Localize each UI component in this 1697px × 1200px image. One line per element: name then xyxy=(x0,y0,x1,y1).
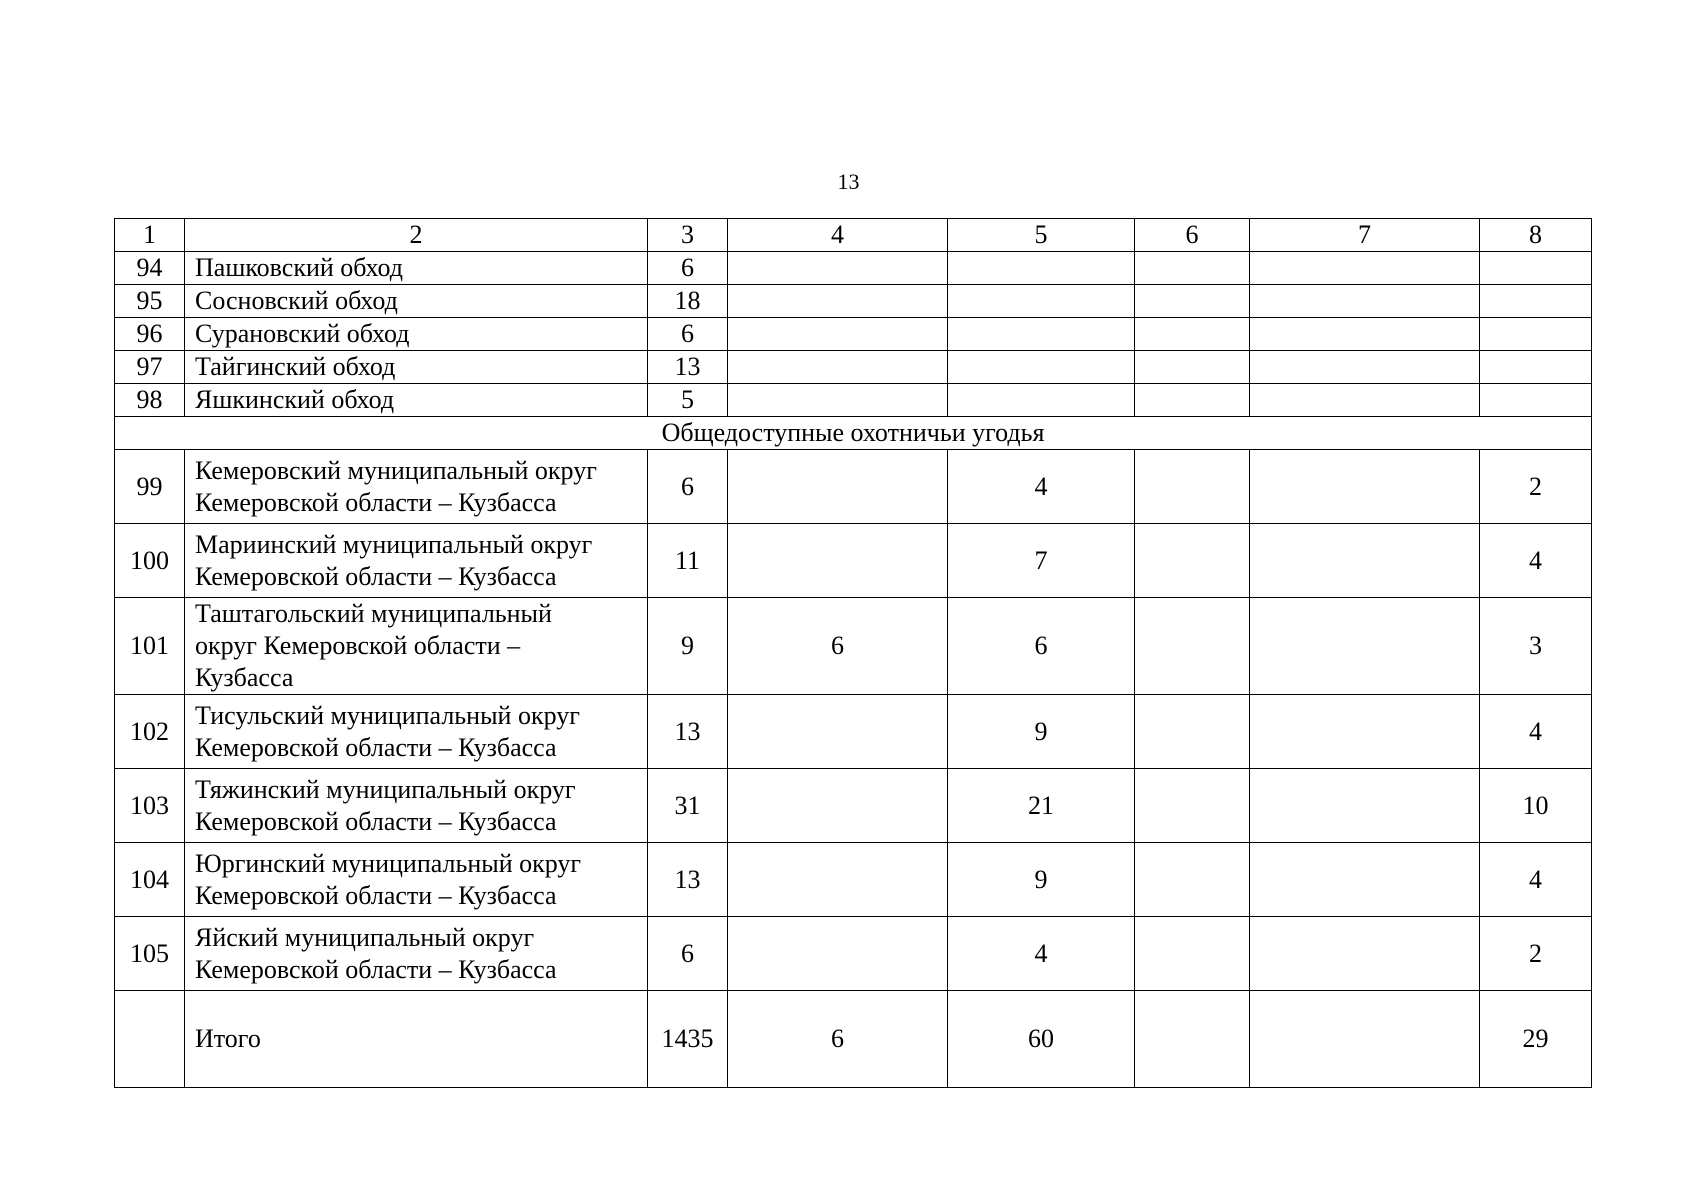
cell-col-3: 6 xyxy=(648,252,728,285)
cell-col-4 xyxy=(728,285,948,318)
cell-col-4: 6 xyxy=(728,598,948,695)
cell-col-4 xyxy=(728,384,948,417)
row-name xyxy=(185,598,648,695)
cell-col-4: 6 xyxy=(728,991,948,1088)
table-row xyxy=(115,285,1592,318)
table-row xyxy=(115,252,1592,285)
cell-col-5: 21 xyxy=(948,769,1135,843)
row-number: 101 xyxy=(115,598,185,695)
cell-col-5: 7 xyxy=(948,524,1135,598)
cell-col-7 xyxy=(1250,384,1480,417)
cell-col-3: 18 xyxy=(648,285,728,318)
cell-col-3: 11 xyxy=(648,524,728,598)
total-label: Итого xyxy=(185,991,648,1088)
cell-col-8: 3 xyxy=(1480,598,1592,695)
row-name-line: Юргинский муниципальный округ xyxy=(195,848,582,878)
cell-col-4 xyxy=(728,318,948,351)
cell-col-8: 2 xyxy=(1480,450,1592,524)
table-row xyxy=(115,917,1592,991)
cell-col-6 xyxy=(1135,843,1250,917)
table-row xyxy=(115,843,1592,917)
cell-col-6 xyxy=(1135,917,1250,991)
table-row xyxy=(115,318,1592,351)
total-row xyxy=(115,991,1592,1088)
cell-col-7 xyxy=(1250,769,1480,843)
row-name xyxy=(185,769,648,843)
cell-col-8 xyxy=(1480,351,1592,384)
cell-col-7 xyxy=(1250,695,1480,769)
cell-col-5 xyxy=(948,252,1135,285)
row-name xyxy=(185,524,648,598)
table-row xyxy=(115,450,1592,524)
cell-col-7 xyxy=(1250,598,1480,695)
cell-col-8 xyxy=(1480,384,1592,417)
cell-col-4 xyxy=(728,695,948,769)
row-name-line: Кузбасса xyxy=(195,663,294,692)
cell-col-6 xyxy=(1135,384,1250,417)
cell-col-7 xyxy=(1250,318,1480,351)
cell-col-3: 1435 xyxy=(648,991,728,1088)
cell-col-7 xyxy=(1250,917,1480,991)
row-name-line: Мариинский муниципальный округ xyxy=(195,529,593,559)
cell-col-8: 4 xyxy=(1480,524,1592,598)
row-number: 96 xyxy=(115,318,185,351)
cell-col-6 xyxy=(1135,351,1250,384)
row-name-line: Кемеровской области – Кузбасса xyxy=(195,561,557,591)
cell-col-6 xyxy=(1135,318,1250,351)
page-number: 13 xyxy=(837,169,860,194)
cell-col-5 xyxy=(948,351,1135,384)
row-name-line: Кемеровской области – Кузбасса xyxy=(195,806,557,836)
data-table xyxy=(114,218,1592,1088)
row-number: 99 xyxy=(115,450,185,524)
table-row xyxy=(115,769,1592,843)
cell-col-7 xyxy=(1250,524,1480,598)
row-number: 94 xyxy=(115,252,185,285)
cell-col-7 xyxy=(1250,991,1480,1088)
cell-col-5: 6 xyxy=(948,598,1135,695)
row-number: 104 xyxy=(115,843,185,917)
column-number-header: 4 xyxy=(728,219,948,252)
table-row xyxy=(115,695,1592,769)
cell-col-7 xyxy=(1250,252,1480,285)
row-number: 102 xyxy=(115,695,185,769)
row-number: 97 xyxy=(115,351,185,384)
column-number-header: 2 xyxy=(185,219,648,252)
column-number-header: 7 xyxy=(1250,219,1480,252)
cell-col-3: 31 xyxy=(648,769,728,843)
cell-col-5 xyxy=(948,285,1135,318)
row-name xyxy=(185,917,648,991)
cell-col-4 xyxy=(728,917,948,991)
row-name: Сурановский обход xyxy=(185,318,648,351)
row-name-line: Таштагольский муниципальный xyxy=(195,599,552,628)
cell-col-8 xyxy=(1480,252,1592,285)
table-row xyxy=(115,524,1592,598)
row-number: 95 xyxy=(115,285,185,318)
row-name-line: Яйский муниципальный округ xyxy=(195,922,535,952)
cell-col-8: 4 xyxy=(1480,843,1592,917)
cell-col-7 xyxy=(1250,285,1480,318)
cell-col-4 xyxy=(728,843,948,917)
cell-col-4 xyxy=(728,450,948,524)
row-name xyxy=(185,843,648,917)
column-number-header: 5 xyxy=(948,219,1135,252)
cell-col-6 xyxy=(1135,524,1250,598)
column-number-header: 3 xyxy=(648,219,728,252)
cell-col-6 xyxy=(1135,285,1250,318)
row-name-line: Кемеровской области – Кузбасса xyxy=(195,487,557,517)
cell-col-3: 5 xyxy=(648,384,728,417)
cell-col-7 xyxy=(1250,450,1480,524)
table-row xyxy=(115,384,1592,417)
row-name-line: Кемеровской области – Кузбасса xyxy=(195,732,557,762)
cell-col-8: 4 xyxy=(1480,695,1592,769)
cell-col-5: 4 xyxy=(948,450,1135,524)
cell-col-3: 13 xyxy=(648,843,728,917)
row-name-line: Тисульский муниципальный округ xyxy=(195,700,580,730)
row-name-line: округ Кемеровской области – xyxy=(195,631,521,660)
cell-col-4 xyxy=(728,524,948,598)
cell-col-3: 13 xyxy=(648,695,728,769)
cell-col-6 xyxy=(1135,695,1250,769)
cell-col-7 xyxy=(1250,843,1480,917)
table-row xyxy=(115,351,1592,384)
cell-col-3: 6 xyxy=(648,917,728,991)
row-name-line: Кемеровский муниципальный округ xyxy=(195,455,597,485)
cell-col-5 xyxy=(948,384,1135,417)
row-name: Сосновский обход xyxy=(185,285,648,318)
cell-col-6 xyxy=(1135,991,1250,1088)
cell-col-7 xyxy=(1250,351,1480,384)
section-title: Общедоступные охотничьи угодья xyxy=(115,417,1592,450)
cell-col-8: 10 xyxy=(1480,769,1592,843)
row-number: 98 xyxy=(115,384,185,417)
row-name: Пашковский обход xyxy=(185,252,648,285)
table-row xyxy=(115,598,1592,695)
column-number-header: 8 xyxy=(1480,219,1592,252)
cell-col-6 xyxy=(1135,450,1250,524)
row-name-line: Кемеровской области – Кузбасса xyxy=(195,954,557,984)
cell-col-3: 13 xyxy=(648,351,728,384)
column-number-header: 6 xyxy=(1135,219,1250,252)
cell-col-5: 9 xyxy=(948,695,1135,769)
cell-col-6 xyxy=(1135,252,1250,285)
row-name: Яшкинский обход xyxy=(185,384,648,417)
section-row xyxy=(115,417,1592,450)
row-name xyxy=(185,450,648,524)
row-name-line: Тяжинский муниципальный округ xyxy=(195,774,576,804)
cell-col-5: 9 xyxy=(948,843,1135,917)
cell-col-5 xyxy=(948,318,1135,351)
cell-col-5: 4 xyxy=(948,917,1135,991)
cell-col-8 xyxy=(1480,318,1592,351)
row-number: 105 xyxy=(115,917,185,991)
row-name xyxy=(185,695,648,769)
row-number xyxy=(115,991,185,1088)
column-number-row xyxy=(115,219,1592,252)
cell-col-8: 2 xyxy=(1480,917,1592,991)
cell-col-6 xyxy=(1135,598,1250,695)
row-number: 100 xyxy=(115,524,185,598)
row-name-line: Кемеровской области – Кузбасса xyxy=(195,880,557,910)
cell-col-6 xyxy=(1135,769,1250,843)
cell-col-8 xyxy=(1480,285,1592,318)
cell-col-4 xyxy=(728,252,948,285)
row-number: 103 xyxy=(115,769,185,843)
cell-col-4 xyxy=(728,769,948,843)
cell-col-3: 9 xyxy=(648,598,728,695)
cell-col-4 xyxy=(728,351,948,384)
cell-col-3: 6 xyxy=(648,450,728,524)
row-name: Тайгинский обход xyxy=(185,351,648,384)
cell-col-5: 60 xyxy=(948,991,1135,1088)
cell-col-8: 29 xyxy=(1480,991,1592,1088)
column-number-header: 1 xyxy=(115,219,185,252)
cell-col-3: 6 xyxy=(648,318,728,351)
